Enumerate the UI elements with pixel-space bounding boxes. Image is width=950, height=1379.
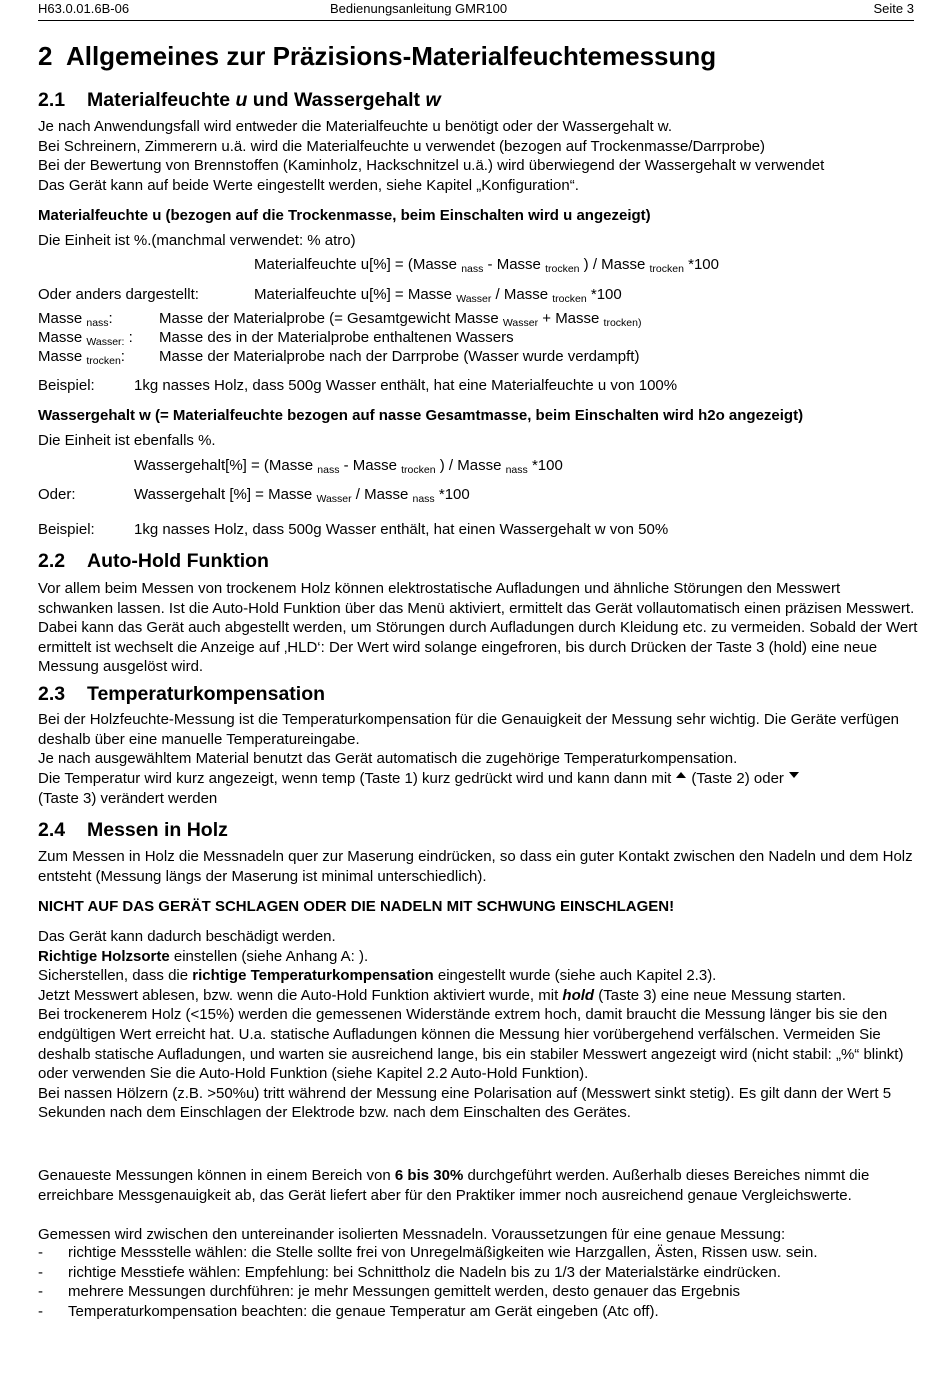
bold-text: Richtige Holzsorte — [38, 947, 170, 965]
definition-desc: Masse des in der Materialprobe enthaltenen Wassers — [159, 329, 514, 346]
bold-italic-text: hold — [562, 986, 595, 1004]
section-number: 2.2 — [38, 550, 66, 572]
section-2-1-heading — [38, 89, 441, 112]
term-text: Masse — [38, 348, 87, 365]
unit-text: Die Einheit ist ebenfalls %. — [38, 432, 216, 449]
text-part: Jetzt Messwert ablesen, bzw. wenn die Auto-Hold Funktion aktiviert wurde, mit — [38, 986, 563, 1004]
term-text: : — [124, 329, 133, 346]
heading-text: Auto-Hold Funktion — [87, 550, 269, 572]
desc-text: + Masse — [538, 310, 604, 327]
definition-desc: Masse der Materialprobe nach der Darrprobe (Wasser wurde verdampft) — [159, 348, 640, 365]
section-number: 2.1 — [38, 89, 66, 111]
bold-text: 6 bis 30% — [394, 1167, 464, 1184]
oder-label: Oder: — [38, 486, 76, 503]
example-w-text: 1kg nasses Holz, dass 500g Wasser enthält, hat einen Wassergehalt w von 50% — [134, 521, 669, 538]
formula-part: - Masse — [483, 256, 546, 273]
page-header — [38, 0, 914, 21]
formula-part: ) / Masse — [579, 256, 650, 273]
term-text: Masse — [38, 310, 87, 327]
definition-desc — [159, 310, 641, 327]
alt-label: Oder anders dargestellt: — [38, 286, 199, 303]
subscript: trocken — [649, 263, 684, 275]
formula-part: Materialfeuchte u[%] = Masse — [254, 286, 457, 303]
bullet-dash: - — [38, 1303, 43, 1320]
subscript: nass — [505, 464, 528, 476]
doc-code: H63.0.01.6B-06 — [38, 1, 130, 16]
section-number: 2.3 — [38, 683, 66, 705]
text-part: Sicherstellen, dass die — [38, 967, 193, 985]
example-u-text: 1kg nasses Holz, dass 500g Wasser enthält, hat eine Materialfeuchte u von 100% — [134, 377, 678, 394]
subscript: Wasser: — [86, 336, 125, 348]
dry-wood-text: Bei trockenerem Holz (<15%) werden die gemessenen Widerstände extrem hoch, damit braucht die Messung länger bis sie den endgültigen Wert erreicht hat. U.a. statische Aufladungen können die Messung hier vorübergehend verfälschen. Vermeiden Sie deshalb statische Aufladungen, und warten sie ausreichend lange, bis ein stabiler Messwert angezeigt wird (nicht stabil: „%“ blinkt) oder verwenden Sie die Auto-Hold Funktion (siehe Kapitel 2.2 Auto-Hold Funktion). — [38, 1006, 904, 1083]
formula-part: - Masse — [339, 457, 402, 474]
heading-text: und Wassergehalt — [247, 89, 426, 111]
subscript: trocken — [86, 355, 121, 367]
formula-part: Wassergehalt [%] = Masse — [134, 486, 317, 503]
heading-text: Temperaturkompensation — [87, 683, 326, 705]
section-2-3-text-1: Bei der Holzfeuchte-Messung ist die Temperaturkompensation für die Genauigkeit der Messung sehr wichtig. Die Geräte verfügen deshalb über eine manuelle Temperatureingabe. — [38, 711, 899, 748]
bullet-dash: - — [38, 1244, 43, 1261]
section-2-4-heading — [38, 819, 228, 842]
subscript: nass — [461, 263, 484, 275]
example-label: Beispiel: — [38, 377, 95, 394]
arrow-down-icon — [789, 772, 799, 778]
heading-text: w — [425, 89, 441, 111]
formula-part: / Masse — [491, 286, 553, 303]
section-2-3-heading — [38, 683, 325, 706]
formula-part: ) / Masse — [435, 457, 506, 474]
damage-note: Das Gerät kann dadurch beschädigt werden. — [38, 928, 336, 945]
text-part: Die Temperatur wird kurz angezeigt, wenn temp (Taste 1) kurz gedrückt wird und kann dann mit — [38, 770, 672, 787]
section-2-3-text-2: Je nach ausgewähltem Material benutzt das Gerät automatisch die zugehörige Temperaturkompensation. — [38, 750, 738, 767]
text-part: (Taste 3) verändert werden — [38, 789, 218, 807]
subscript: trocken — [401, 464, 436, 476]
text-part: (Taste 2) oder — [691, 770, 784, 787]
subscript: nass — [412, 493, 435, 505]
subscript: Wasser — [456, 293, 492, 305]
paragraph-line: Das Gerät kann auf beide Werte eingestellt werden, siehe Kapitel „Konfiguration“. — [38, 177, 579, 194]
wet-wood-text: Bei nassen Hölzern (z.B. >50%u) tritt während der Messung eine Polarisation auf (Messwert sinkt stetig). Es gilt dann der Wert 5 Sekunden nach dem Einschlagen der Elektrode bzw. nach dem Einschalten des Gerätes. — [38, 1084, 892, 1122]
list-item-text: richtige Messtiefe wählen: Empfehlung: bei Schnittholz die Nadeln bis zu 1/3 der Materialstärke eindrücken. — [68, 1264, 781, 1281]
subscript: Wasser — [502, 317, 539, 329]
text-part: (Taste 3) eine neue Messung starten. — [594, 986, 846, 1004]
paragraph-line: Bei der Bewertung von Brennstoffen (Kaminholz, Hackschnitzel u.ä.) wird überwiegend der Wassergehalt w verwendet — [38, 157, 825, 174]
term-text: : — [120, 348, 125, 365]
subscript: Wasser — [316, 493, 352, 505]
term-text: Masse — [38, 329, 87, 346]
text-part: eingestellt wurde (siehe auch Kapitel 2.3). — [433, 967, 717, 985]
bold-text: richtige Temperaturkompensation — [192, 967, 434, 985]
section-2-3-text-3 — [38, 769, 918, 808]
section-2-4-text-1: Zum Messen in Holz die Messnadeln quer zur Maserung eindrücken, so dass ein guter Kontakt zwischen den Nadeln und dem Holz entsteht (Messung längs der Maserung ist minimal unterschiedlich). — [38, 848, 913, 885]
list-item-text: richtige Messstelle wählen: die Stelle sollte frei von Unregelmäßigkeiten wie Harzgallen, Ästen, Rissen usw. sein. — [68, 1244, 818, 1261]
temp-comp-line — [38, 966, 918, 986]
definition-term — [38, 310, 113, 327]
wood-type-line — [38, 947, 918, 967]
formula-w-2 — [134, 486, 470, 503]
chapter-number: 2 — [38, 41, 53, 71]
formula-u-2 — [254, 286, 622, 303]
range-text — [38, 1166, 918, 1205]
paragraph-line: Bei Schreinern, Zimmerern u.ä. wird die Materialfeuchte u verwendet (bezogen auf Trockenmasse/Darrprobe) — [38, 138, 766, 155]
subscript: trocken — [552, 293, 587, 305]
formula-w-1 — [134, 457, 563, 474]
section-2-2-heading — [38, 550, 269, 573]
desc-text: Masse der Materialprobe (= Gesamtgewicht Masse — [159, 310, 503, 327]
formula-part: *100 — [683, 256, 719, 273]
formula-part: Materialfeuchte u[%] = (Masse — [254, 256, 462, 273]
formula-u-1 — [254, 256, 719, 273]
page-number: Seite 3 — [873, 1, 914, 16]
text-part: Genaueste Messungen können in einem Bereich von — [38, 1167, 395, 1184]
section-2-4-body — [38, 927, 918, 1123]
chapter-title-text: Allgemeines zur Präzisions-Materialfeuchtemessung — [65, 41, 717, 71]
chapter-title — [38, 41, 716, 72]
subscript: nass — [317, 464, 340, 476]
subheading-moisture-u: Materialfeuchte u (bezogen auf die Trockenmasse, beim Einschalten wird u angezeigt) — [38, 207, 651, 224]
formula-part: *100 — [527, 457, 563, 474]
heading-text: u — [235, 89, 248, 111]
section-2-2-text: Vor allem beim Messen von trockenem Holz können elektrostatische Aufladungen und ähnliche Störungen den Messwert schwanken lassen. Ist die Auto-Hold Funktion über das Menü aktiviert, ermittelt das Gerät vollautomatisch einen präzisen Messwert. Dabei kann das Gerät auch abgestellt werden, um Störungen durch Aufladungen durch Kleidung etc. zu vermeiden. Sobald der Wert ermittelt ist wechselt die Anzeige auf ‚HLD‘: Der Wert wird solange eingefroren, bis durch Drücken der Taste 3 (hold) eine neue Messung ausgelöst wird. — [38, 580, 918, 676]
list-item-text: Temperaturkompensation beachten: die genaue Temperatur am Gerät eingeben (Atc off). — [68, 1303, 659, 1320]
bullet-dash: - — [38, 1283, 43, 1300]
subscript: trocken — [545, 263, 580, 275]
bullet-dash: - — [38, 1264, 43, 1281]
between-text: Gemessen wird zwischen den untereinander isolierten Messnadeln. Voraussetzungen für eine genaue Messung: — [38, 1226, 786, 1243]
heading-text: Materialfeuchte — [87, 89, 236, 111]
list-item-text: mehrere Messungen durchführen: je mehr Messungen gemittelt werden, desto genauer das Ergebnis — [68, 1283, 741, 1300]
paragraph-line: Je nach Anwendungsfall wird entweder die Materialfeuchte u benötigt oder der Wassergehalt w. — [38, 118, 672, 135]
subheading-water-content-w: Wassergehalt w (= Materialfeuchte bezogen auf nasse Gesamtmasse, beim Einschalten wird h2o angezeigt) — [38, 407, 804, 424]
arrow-up-icon — [676, 772, 686, 778]
warning-text: NICHT AUF DAS GERÄT SCHLAGEN ODER DIE NADELN MIT SCHWUNG EINSCHLAGEN! — [38, 898, 675, 915]
term-text: : — [108, 310, 113, 327]
unit-text: Die Einheit ist %.(manchmal verwendet: % atro) — [38, 232, 356, 249]
formula-part: Wassergehalt[%] = (Masse — [134, 457, 318, 474]
text-part: durchgeführt werden. Außerhalb dieses Bereiches nimmt die erreichbare Messgenauigkeit ab, das Gerät liefert aber für den Praktiker immer noch ausreichend genaue Vergleichswerte. — [38, 1167, 870, 1204]
formula-part: / Masse — [351, 486, 413, 503]
formula-part: *100 — [434, 486, 470, 503]
subscript: trocken) — [603, 317, 642, 329]
heading-text: Messen in Holz — [87, 819, 228, 841]
doc-title: Bedienungsanleitung GMR100 — [330, 1, 508, 16]
definition-term — [38, 329, 133, 346]
formula-part: *100 — [586, 286, 622, 303]
subscript: nass — [86, 317, 109, 329]
section-number: 2.4 — [38, 819, 66, 841]
read-value-line — [38, 986, 918, 1006]
text-part: einstellen (siehe Anhang A: ). — [169, 947, 369, 965]
example-label: Beispiel: — [38, 521, 95, 538]
definition-term — [38, 348, 125, 365]
